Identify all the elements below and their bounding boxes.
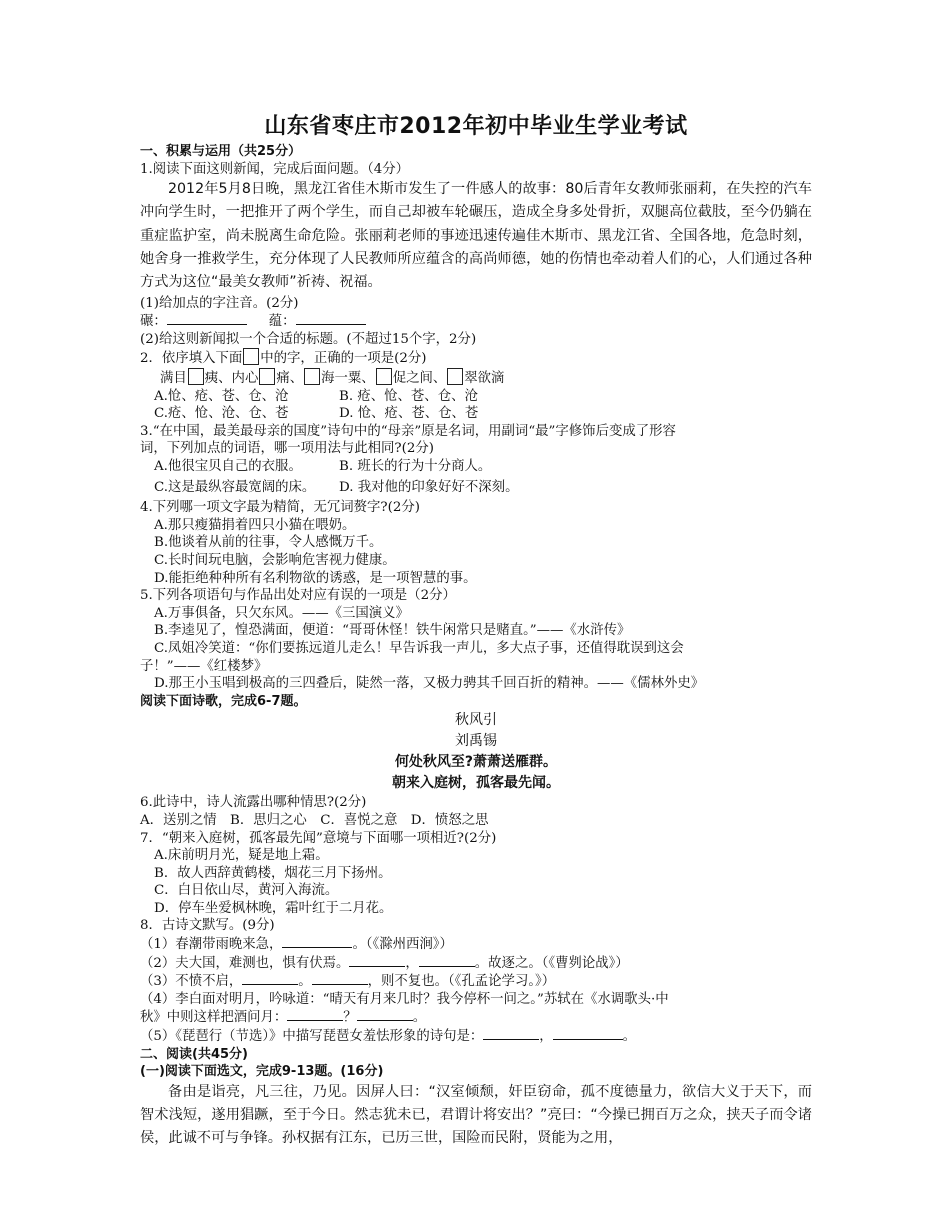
char-label-1: 碾： (140, 314, 167, 330)
q3-option-d[interactable]: D. 我对他的印象好好不深刻。 (339, 479, 519, 495)
q5-stem: 5.下列各项语句与作品出处对应有误的一项是（2分） (140, 588, 456, 604)
q8-item-5: （5）《琵琶行（节选）》中描写琵琶女羞怯形象的诗句是： ， 。 (140, 1029, 637, 1045)
fill-box-5[interactable] (447, 368, 463, 385)
fill-box-1[interactable] (188, 368, 204, 385)
q4-option-b[interactable]: B.他谈着从前的往事，令人感慨万千。 (154, 535, 383, 551)
reading-1-heading: (一)阅读下面选文，完成9-13题。(16分) (140, 1064, 384, 1080)
q7-stem: 7．“朝来入庭树，孤客最先闻”意境与下面哪一项相近?(2分) (140, 830, 497, 846)
q4-stem: 4.下列哪一项文字最为精简，无冗词赘字?(2分) (140, 500, 420, 516)
q1-sub1: (1)给加点的字注音。(2分) (140, 295, 299, 311)
q5-option-d[interactable]: D.那王小玉唱到极高的三四叠后，陡然一落，又极力骋其千回百折的精神。——《儒林外史》 (154, 676, 705, 692)
poem-title: 秋风引 (455, 712, 497, 729)
q8-item-3: （3）不愤不启， 。 ，则不复也。（《孔孟论学习。》） (140, 974, 556, 990)
q3-option-a[interactable]: A.他很宝贝自己的衣服。 (154, 459, 302, 475)
q4-option-d[interactable]: D.能拒绝种种所有名利物欲的诱惑，是一项智慧的事。 (154, 570, 477, 586)
answer-blank[interactable] (483, 1027, 539, 1040)
poem-block (140, 710, 812, 794)
char-label-2: 蕴： (268, 314, 296, 330)
q7-option-b[interactable]: B．故人西辞黄鹤楼，烟花三月下扬州。 (154, 865, 392, 881)
answer-blank[interactable] (287, 1008, 343, 1021)
reading-passage: 备由是诣亮，凡三往，乃见。因屏人曰：“汉室倾颓，奸臣窃命，孤不度德量力，欲信大义于天下，而智术浅短，遂用猖蹶，至于今日。然志犹未已，君谓计将安出？”亮曰：“今操已拥百万之众，挟天子而令诸侯，此诚不可与争锋。孙权据有江东，已历三世，国险而民附，贤能为之用， (140, 1083, 812, 1147)
q2-option-a[interactable]: A.怆、疮、苍、仓、沧 (154, 388, 289, 404)
q8-item-2: （2）夫大国，难测也，惧有伏焉。 ， 。故逐之。（《曹刿论战》） (140, 955, 629, 971)
q3-stem-2: 词，下列加点的词语，哪一项用法与此相同?(2分) (140, 441, 434, 457)
poem-line-2: 朝来入庭树，孤客最先闻。 (392, 775, 560, 792)
fill-box (243, 348, 259, 365)
q8-item-4-cont: 秋》中则这样把酒问月： ？ 。 (140, 1010, 427, 1026)
news-paragraph: 2012年5月8日晚，黑龙江省佳木斯市发生了一件感人的故事：80后青年女教师张丽莉，在失控的汽车冲向学生时，一把推开了两个学生，而自己却被车轮碾压，造成全身多处骨折，双腿高位截肢，至今仍躺在重症监护室，尚未脱离生命危险。张丽莉老师的事迹迅速传遍佳木斯市、黑龙江省、全国各地，危急时刻，她舍身一推救学生，充分体现了人民教师所应蕴含的高尚师德，她的伤情也牵动着人们的心，人们通过各种方式为这位“最美女教师”祈祷、祝福。 (140, 181, 812, 291)
q6-stem: 6.此诗中，诗人流露出哪种情思?(2分) (140, 795, 367, 811)
q5-option-b[interactable]: B.李逵见了，惶恐满面，便道：“哥哥休怪！铁牛闲常只是赌直。”——《水浒传》 (154, 623, 631, 639)
q8-stem: 8．古诗文默写。(9分) (140, 918, 275, 934)
q3-option-c[interactable]: C.这是最纵容最宽阔的床。 (154, 479, 316, 495)
q2-options-row2 (140, 405, 812, 423)
exam-page (140, 112, 812, 1151)
q5-option-a[interactable]: A.万事俱备，只欠东风。——《三国演义》 (154, 605, 409, 621)
q2-option-d[interactable]: D. 怆、疮、苍、仓、苍 (339, 406, 479, 422)
fill-box-4[interactable] (376, 368, 392, 385)
answer-blank[interactable] (553, 1027, 623, 1040)
q1-sub2: (2)给这则新闻拟一个合适的标题。(不超过15个字，2分) (140, 331, 477, 347)
answer-blank[interactable] (242, 972, 298, 985)
q7-option-d[interactable]: D．停车坐爱枫林晚，霜叶红于二月花。 (154, 900, 393, 916)
q2-options-row1 (140, 388, 812, 406)
q3-option-b[interactable]: B. 班长的行为十分商人。 (339, 459, 492, 475)
q5-option-c[interactable]: C.凤姐冷笑道：“你们要拣远道儿走么！早告诉我一声儿，多大点子事，还值得耽误到这会 (154, 640, 684, 656)
q3-stem-1: 3.“在中国，最美最母亲的国度”诗句中的“母亲”原是名词，用副词“最”字修饰后变成了形容 (140, 423, 676, 439)
answer-blank[interactable] (419, 954, 475, 967)
q3-options-row2 (140, 479, 812, 497)
poem-intro: 阅读下面诗歌，完成6-7题。 (140, 693, 307, 709)
q4-option-c[interactable]: C.长时间玩电脑，会影响危害视力健康。 (154, 552, 396, 568)
q7-option-a[interactable]: A.床前明月光，疑是地上霜。 (154, 848, 329, 864)
q6-options[interactable]: A．送别之情 B．思归之心 C．喜悦之意 D．愤怒之思 (140, 812, 489, 828)
page-title: 山东省枣庄市2012年初中毕业生学业考试 (264, 114, 688, 139)
q2-stem: 2．依序填入下面 中的字，正确的一项是(2分) (140, 348, 812, 368)
q4-option-a[interactable]: A.那只瘦猫捐着四只小猫在喂奶。 (154, 517, 356, 533)
q2-option-c[interactable]: C.疮、怆、沧、仓、苍 (154, 406, 289, 422)
fill-box-3[interactable] (304, 368, 320, 385)
q1-pinyin-row (140, 312, 812, 331)
pinyin-blank-2[interactable] (296, 312, 366, 325)
q2-option-b[interactable]: B. 疮、怆、苍、仓、沧 (339, 388, 478, 404)
q2-words: 满目 痍、内心 痛、 海一粟、 促之间、 翠欲滴 (140, 368, 812, 388)
answer-blank[interactable] (282, 935, 352, 948)
fill-box-2[interactable] (259, 368, 275, 385)
q5-option-c-cont: 子！”——《红楼梦》 (140, 658, 268, 674)
q1-stem: 1.阅读下面这则新闻，完成后面问题。（4分） (140, 161, 410, 177)
q8-item-1: （1）春潮带雨晚来急， 。（《滁州西涧》） (140, 937, 453, 953)
q3-options-row1 (140, 458, 812, 476)
section-heading-1: 一、积累与运用（共25分） (140, 144, 302, 159)
q8-item-4: （4）李白面对明月，吟咏道：“晴天有月来几时？我今停杯一问之。”苏轼在《水调歌头·中 (140, 991, 669, 1007)
q7-option-c[interactable]: C．白日依山尽，黄河入海流。 (154, 883, 339, 899)
pinyin-blank-1[interactable] (167, 312, 247, 325)
section-heading-2: 二、阅读(共45分) (140, 1046, 248, 1062)
answer-blank[interactable] (312, 972, 368, 985)
answer-blank[interactable] (357, 1008, 413, 1021)
answer-blank[interactable] (349, 954, 405, 967)
poem-author: 刘禹锡 (455, 733, 497, 750)
poem-line-1: 何处秋风至?萧萧送雁群。 (394, 754, 558, 771)
